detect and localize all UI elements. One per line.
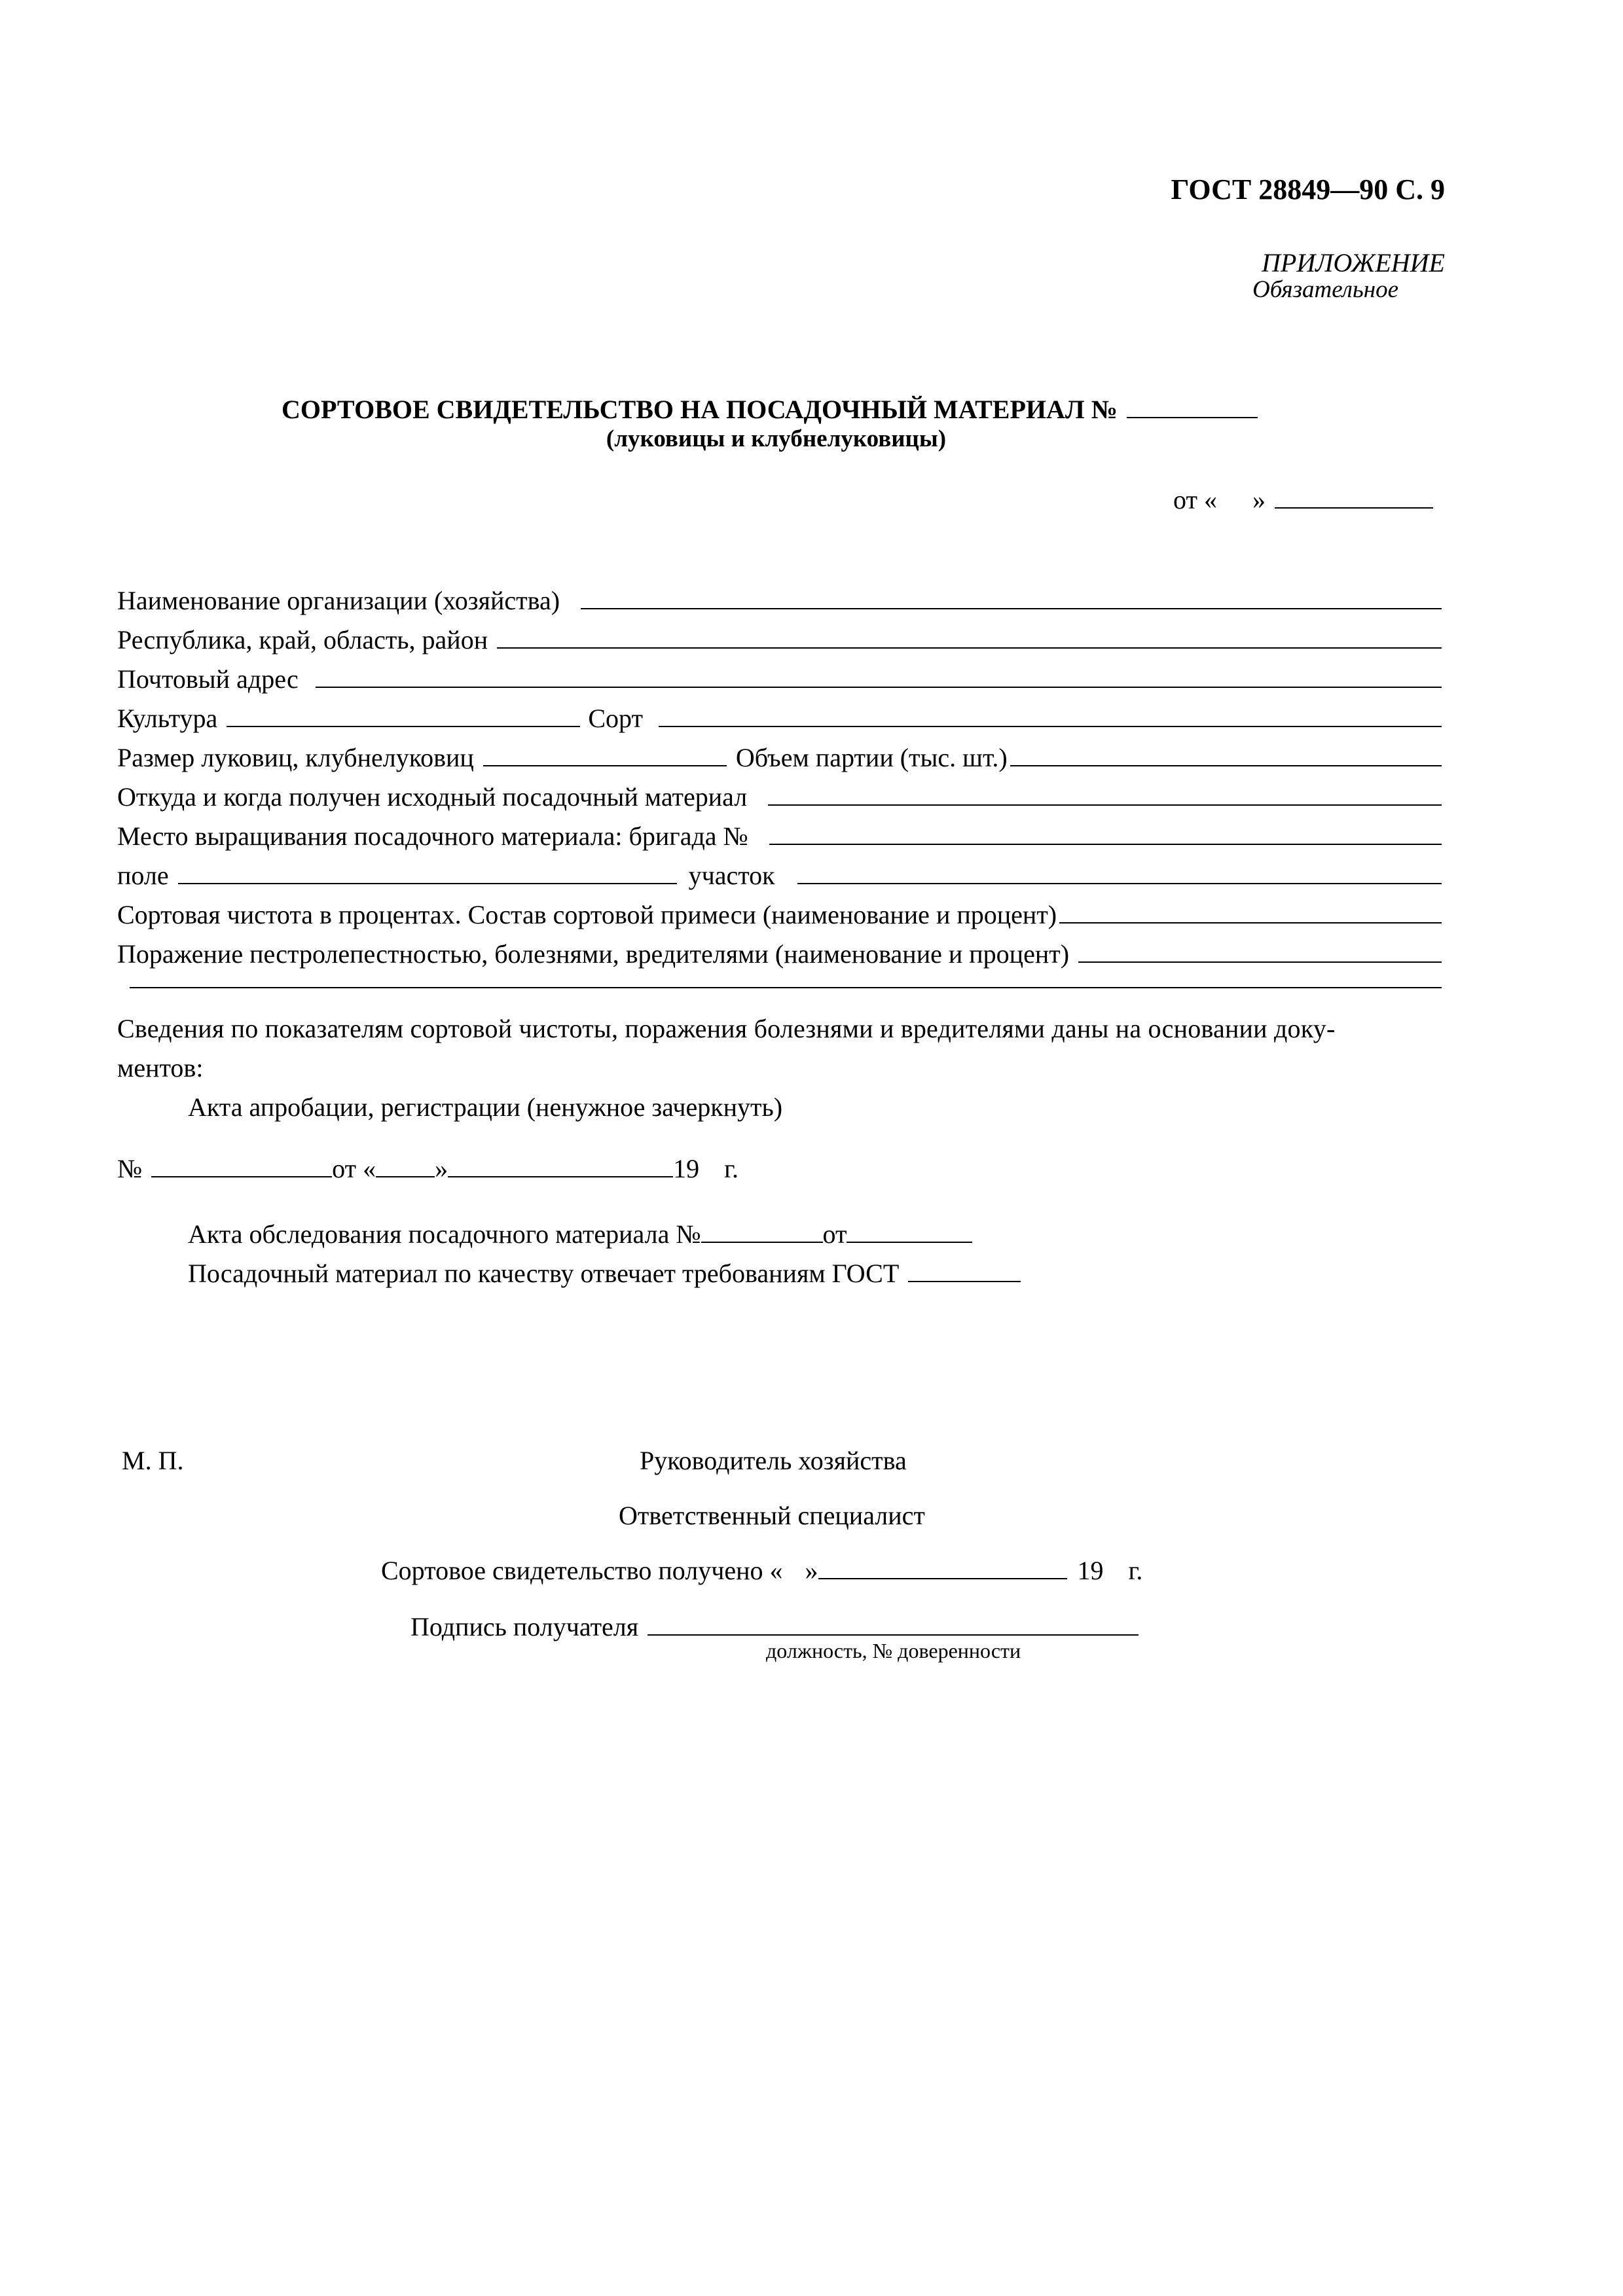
- batch-volume-label: Объем партии (тыс. шт.): [735, 743, 1008, 772]
- culture-row: [117, 706, 1442, 732]
- postal-field[interactable]: [316, 687, 1442, 688]
- region-label: Республика, край, область, район: [117, 625, 488, 655]
- responsible-specialist-label: Ответственный специалист: [619, 1501, 925, 1530]
- received-row: [381, 1558, 1142, 1584]
- variety-field[interactable]: [659, 726, 1442, 727]
- damage-label: Поражение пестролепестностью, болезнями, вредителями (наименование и процент): [117, 939, 1070, 969]
- act-close-quote: »: [435, 1154, 448, 1183]
- culture-field[interactable]: [227, 726, 580, 727]
- field-row: [117, 863, 1442, 889]
- field-label: поле: [117, 861, 169, 890]
- source-row: [117, 784, 1442, 810]
- recipient-caption: должность, № доверенности: [766, 1639, 1021, 1662]
- received-year-prefix: 19: [1077, 1556, 1104, 1585]
- purity-row: [117, 902, 1442, 928]
- act-year-prefix: 19: [673, 1154, 700, 1183]
- document-subtitle: (луковицы и клубнелуковицы): [606, 425, 947, 452]
- damage-row: [117, 941, 1442, 967]
- act-month-field[interactable]: [448, 1176, 673, 1177]
- growing-place-row: [117, 823, 1442, 850]
- org-name-field[interactable]: [581, 608, 1442, 609]
- purity-field[interactable]: [1059, 922, 1442, 924]
- info-line-1: Сведения по показателям сортовой чистоты, поражения болезнями и вредителями даны на основании доку-: [117, 1014, 1336, 1043]
- received-close-quote: »: [805, 1556, 818, 1585]
- damage-field[interactable]: [1078, 961, 1442, 963]
- plot-field[interactable]: [797, 883, 1442, 884]
- culture-label: Культура: [117, 704, 218, 733]
- growing-place-label: Место выращивания посадочного материала: бригада №: [117, 821, 748, 851]
- appendix-label: ПРИЛОЖЕНИЕ: [1262, 248, 1445, 278]
- received-label: Сортовое свидетельство получено «: [381, 1556, 783, 1585]
- bulb-size-row: [117, 745, 1442, 771]
- brigade-field[interactable]: [769, 844, 1442, 845]
- received-date-field[interactable]: [818, 1578, 1067, 1579]
- title-text: СОРТОВОЕ СВИДЕТЕЛЬСТВО НА ПОСАДОЧНЫЙ МАТЕРИАЛ №: [282, 395, 1118, 424]
- act-day-field[interactable]: [376, 1176, 435, 1177]
- received-year-suffix: г.: [1128, 1556, 1143, 1585]
- bulb-size-label: Размер луковиц, клубнелуковиц: [117, 743, 474, 772]
- stamp-place: М. П.: [122, 1446, 184, 1475]
- batch-volume-field[interactable]: [1010, 765, 1442, 766]
- gost-number-field[interactable]: [908, 1281, 1021, 1282]
- gost-page-header: ГОСТ 28849—90 С. 9: [1171, 173, 1445, 206]
- variety-label: Сорт: [588, 704, 643, 733]
- title-date-field[interactable]: [1275, 507, 1433, 509]
- region-row: [117, 627, 1442, 653]
- source-field[interactable]: [768, 804, 1442, 806]
- act-survey-date-field[interactable]: [847, 1242, 972, 1243]
- region-field[interactable]: [497, 647, 1442, 649]
- recipient-row: [410, 1614, 1139, 1640]
- title-date-row: [1173, 487, 1433, 513]
- certificate-number-field[interactable]: [1127, 417, 1258, 418]
- act-survey-number-field[interactable]: [701, 1242, 823, 1243]
- bulb-size-field[interactable]: [483, 765, 727, 766]
- date-prefix: от «: [1173, 485, 1217, 514]
- quality-row: [188, 1261, 1021, 1287]
- act-survey-row: [188, 1221, 972, 1247]
- act-approbation-line: Акта апробации, регистрации (ненужное зачеркнуть): [188, 1092, 783, 1122]
- purity-label: Сортовая чистота в процентах. Состав сортовой примеси (наименование и процент): [117, 900, 1057, 929]
- postal-row: [117, 666, 1442, 692]
- act-number-row: [117, 1156, 739, 1182]
- damage-continuation-line[interactable]: [130, 987, 1442, 988]
- recipient-signature-field[interactable]: [647, 1634, 1139, 1636]
- act-number-field[interactable]: [151, 1176, 332, 1177]
- source-label: Откуда и когда получен исходный посадочный материал: [117, 782, 748, 812]
- document-title: [282, 397, 1258, 423]
- act-survey-label: Акта обследования посадочного материала №: [188, 1219, 701, 1249]
- appendix-type: Обязательное: [1252, 276, 1399, 303]
- date-close: »: [1252, 485, 1266, 514]
- head-of-farm-label: Руководитель хозяйства: [640, 1446, 907, 1475]
- info-line-2: ментов:: [117, 1053, 204, 1083]
- org-name-label: Наименование организации (хозяйства): [117, 586, 560, 615]
- quality-label: Посадочный материал по качеству отвечает требованиям ГОСТ: [188, 1259, 900, 1288]
- postal-label: Почтовый адрес: [117, 664, 299, 694]
- number-sign: №: [117, 1154, 143, 1183]
- recipient-label: Подпись получателя: [410, 1612, 639, 1641]
- org-name-row: [117, 588, 1442, 614]
- act-year-suffix: г.: [724, 1154, 739, 1183]
- field-field[interactable]: [178, 883, 677, 884]
- act-from-label: от «: [332, 1154, 376, 1183]
- plot-label: участок: [688, 861, 775, 890]
- act-survey-from-label: от: [822, 1219, 847, 1249]
